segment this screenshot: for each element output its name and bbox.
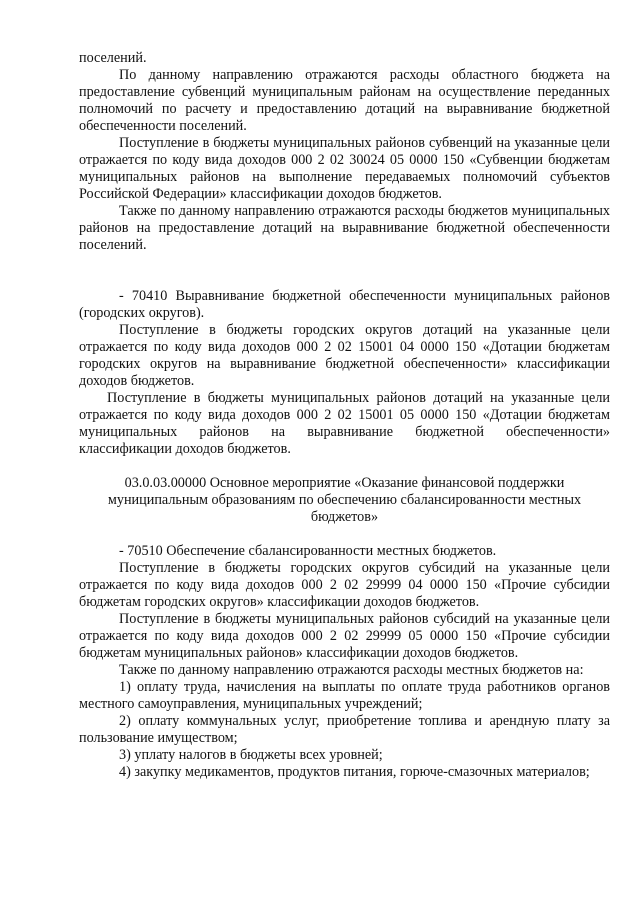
paragraph-subvention-income: Поступление в бюджеты муниципальных районов субвенций на указанные цели отражается по коду вида доходов 000 2 02 30024 05 0000 150 «Субвенции бюджетам муниципальных районов на выполнение передаваемых полномочий субъектов Российской Федерации» классификации доходов бюджетов. (79, 135, 610, 202)
item-70410: - 70410 Выравнивание бюджетной обеспеченности муниципальных районов (городских округов). (79, 288, 610, 321)
paragraph-settlements-end: поселений. (79, 50, 147, 66)
paragraph-urban-districts-subsidies: Поступление в бюджеты городских округов субсидий на указанные цели отражается по коду вида доходов 000 2 02 29999 04 0000 150 «Прочие субсидии бюджетам городских округов» классификации доходов бюджетов. (79, 560, 610, 610)
paragraph-local-budget-expenses: Также по данному направлению отражаются расходы местных бюджетов на: (119, 662, 584, 678)
list-item-3: 3) уплату налогов в бюджеты всех уровней; (119, 747, 383, 763)
list-item-4: 4) закупку медикаментов, продуктов питания, горюче-смазочных материалов; (119, 764, 590, 780)
spacer (79, 254, 610, 288)
paragraph-regional-budget: По данному направлению отражаются расходы областного бюджета на предоставление субвенций муниципальным районам на осуществление переданных полномочий по расчету и предоставлению дотаций на выравнивание бюджетной обеспеченности поселений. (79, 67, 610, 134)
spacer (79, 526, 610, 543)
paragraph-district-expenses: Также по данному направлению отражаются расходы бюджетов муниципальных районов на предоставление дотаций на выравнивание бюджетной обеспеченности поселений. (79, 203, 610, 253)
paragraph-municipal-districts-dotations: Поступление в бюджеты муниципальных районов дотаций на указанные цели отражается по коду вида доходов 000 2 02 15001 05 0000 150 «Дотации бюджетам муниципальных районов на выравнивание бюджетной обеспеченности» классификации доходов бюджетов. (79, 390, 610, 457)
item-70510: - 70510 Обеспечение сбалансированности местных бюджетов. (119, 543, 497, 559)
paragraph-urban-districts-dotations: Поступление в бюджеты городских округов дотаций на указанные цели отражается по коду вида доходов 000 2 02 15001 04 0000 150 «Дотации бюджетам городских округов на выравнивание бюджетной обеспеченности» классификации доходов бюджетов. (79, 322, 610, 389)
paragraph-municipal-districts-subsidies: Поступление в бюджеты муниципальных районов субсидий на указанные цели отражается по коду вида доходов 000 2 02 29999 05 0000 150 «Прочие субсидии бюджетам муниципальных районов» классификации доходов бюджетов. (79, 611, 610, 661)
section-heading: 03.0.03.00000 Основное мероприятие «Оказание финансовой поддержки муниципальным образованиям по обеспечению сбалансированности местных бюджетов» (107, 475, 582, 525)
spacer (79, 458, 610, 475)
list-item-1: 1) оплату труда, начисления на выплаты по оплате труда работников органов местного самоуправления, муниципальных учреждений; (79, 679, 610, 712)
list-item-2: 2) оплату коммунальных услуг, приобретение топлива и арендную плату за пользование имуществом; (79, 713, 610, 746)
